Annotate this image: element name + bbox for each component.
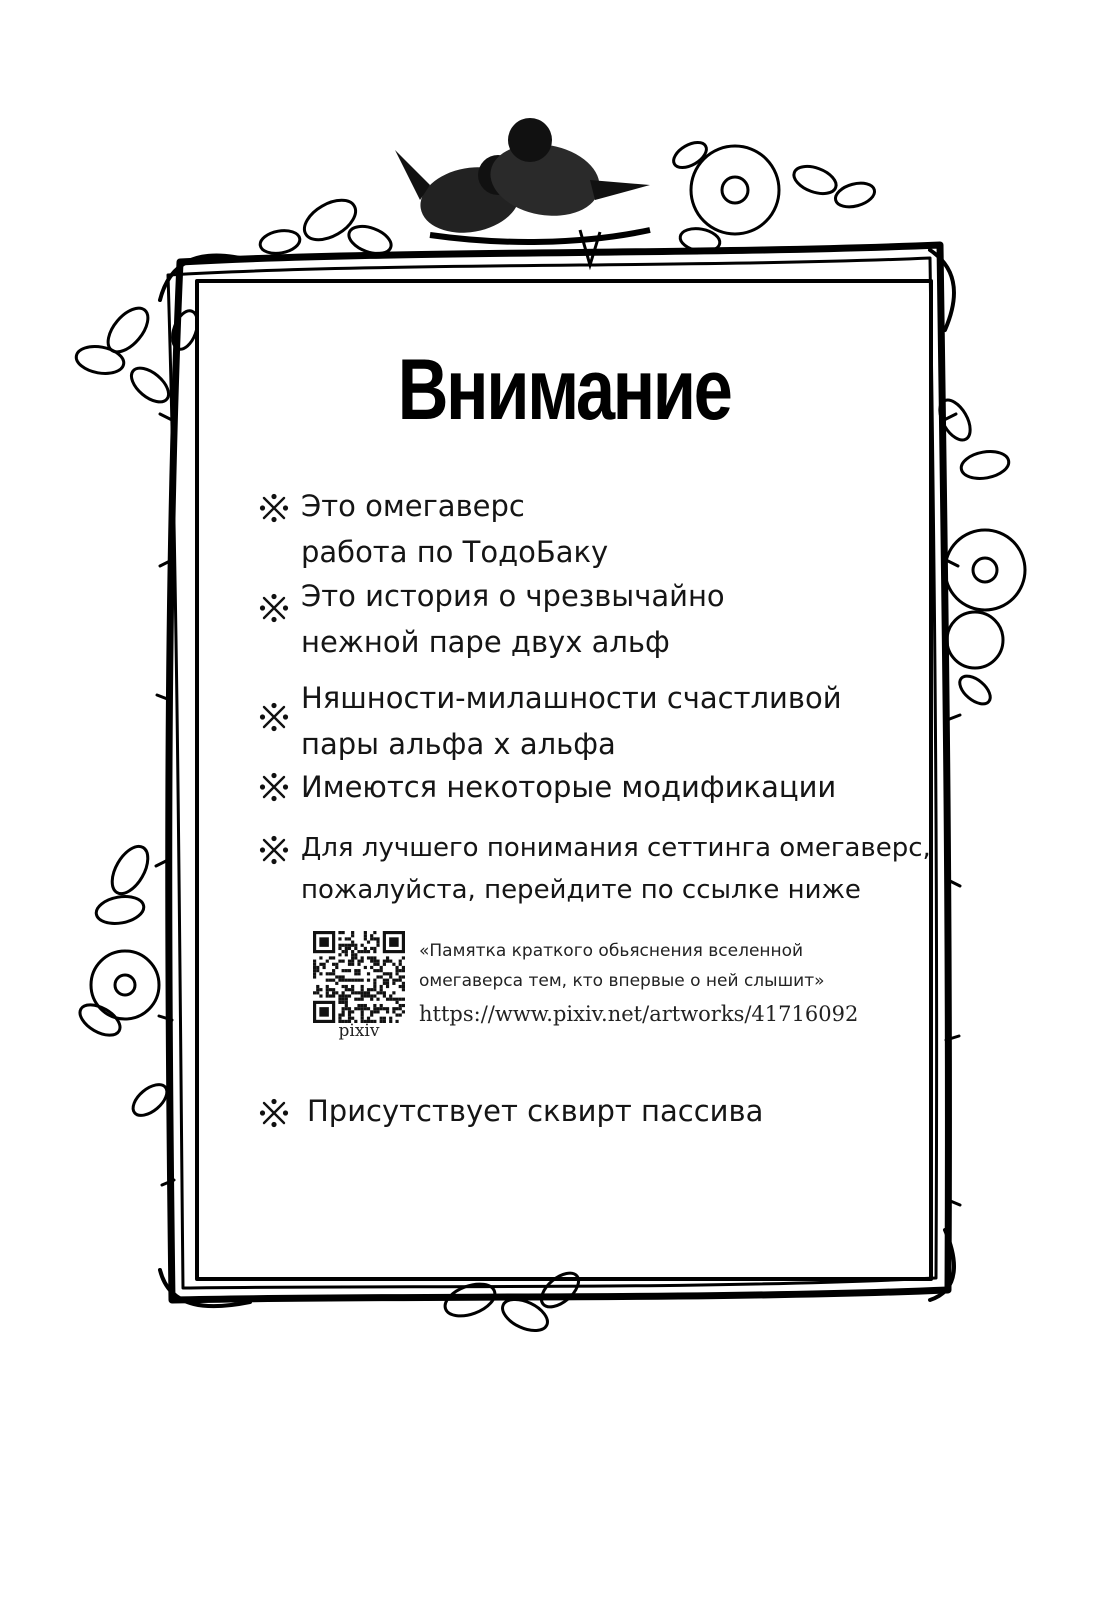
notice-line: Присутствует сквирт пассива — [307, 1094, 764, 1128]
notice-line: пары альфа х альфа — [301, 727, 616, 761]
reference-url-link[interactable]: https://www.pixiv.net/artworks/41716092 — [419, 1002, 859, 1026]
notice-line: Для лучшего понимания сеттинга омегаверс, — [301, 833, 931, 863]
reference-mark-icon — [259, 835, 289, 865]
reference-mark-icon — [259, 702, 289, 732]
two-birds-on-branch — [395, 118, 650, 265]
qr-caption: pixiv — [338, 1021, 380, 1041]
notice-line: нежной паре двух альф — [301, 625, 670, 659]
notice-line: работа по ТодоБаку — [301, 535, 609, 569]
reference-description-line: «Памятка краткого обьяснения вселенной — [419, 941, 804, 961]
notice-line: Это омегаверс — [301, 489, 525, 523]
reference-mark-icon — [259, 772, 289, 802]
qr-code-block[interactable] — [313, 931, 405, 1041]
reference-text — [419, 936, 858, 1031]
reference-description-line: омегаверса тем, кто впервые о ней слышит» — [419, 971, 825, 991]
reference-mark-icon — [259, 493, 289, 523]
reference-mark-icon — [259, 593, 289, 623]
notice-panel — [199, 281, 929, 1581]
notice-line: пожалуйста, перейдите по ссылке ниже — [301, 875, 861, 905]
page-title: Внимание — [397, 342, 731, 438]
qr-code-icon[interactable] — [313, 931, 405, 1023]
notice-line: Это история о чрезвычайно — [301, 579, 725, 613]
notice-line: Няшности-милашности счастливой — [301, 681, 842, 715]
notice-line: Имеются некоторые модификации — [301, 770, 837, 804]
reference-mark-icon — [259, 1098, 289, 1128]
